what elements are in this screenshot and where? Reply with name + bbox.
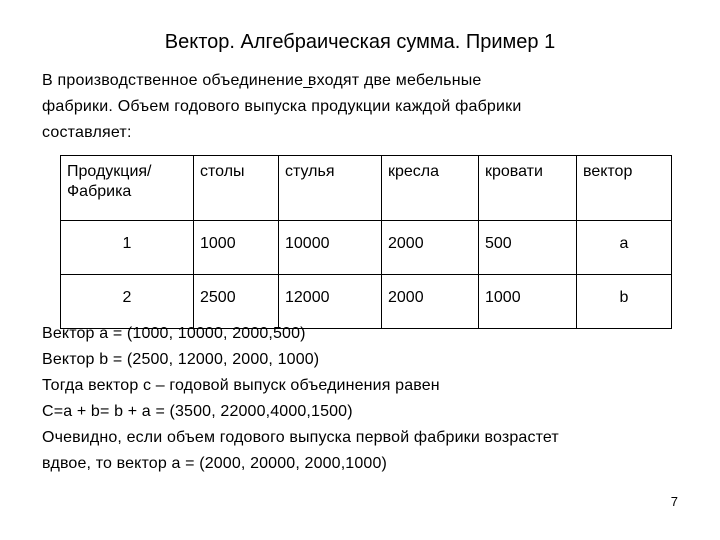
cell-chairs: 10000 [279, 221, 382, 275]
header-tables: столы [194, 156, 279, 221]
page-number: 7 [670, 494, 678, 509]
intro-paragraph [42, 68, 682, 146]
cell-tables: 2500 [194, 275, 279, 329]
intro-line: составляет: [42, 124, 132, 141]
header-chairs: стулья [279, 156, 382, 221]
intro-line: В производственное объединение ̲входят две мебельные [42, 72, 482, 89]
header-armchairs: кресла [382, 156, 479, 221]
cell-armchairs: 2000 [382, 221, 479, 275]
text-line: C=a + b= b + a = (3500, 22000,4000,1500) [42, 403, 353, 420]
header-product-factory [61, 156, 194, 221]
cell-beds: 500 [479, 221, 577, 275]
cell-tables: 1000 [194, 221, 279, 275]
text-line: Тогда вектор c – годовой выпуск объединения равен [42, 377, 440, 394]
cell-factory: 2 [61, 275, 194, 329]
table-row [61, 221, 672, 275]
header-vector: вектор [577, 156, 672, 221]
cell-beds: 1000 [479, 275, 577, 329]
cell-chairs: 12000 [279, 275, 382, 329]
cell-vector: a [577, 221, 672, 275]
table-header-row [61, 156, 672, 221]
header-beds: кровати [479, 156, 577, 221]
slide-title: Вектор. Алгебраическая сумма. Пример 1 [164, 31, 556, 53]
header-factory-label: Фабрика [67, 183, 132, 200]
intro-line: фабрики. Объем годового выпуска продукции каждой фабрики [42, 98, 522, 115]
cell-factory: 1 [61, 221, 194, 275]
text-line: Вектор b = (2500, 12000, 2000, 1000) [42, 351, 320, 368]
text-line: Вектор a = (1000, 10000, 2000,500) [42, 325, 306, 342]
cell-vector: b [577, 275, 672, 329]
cell-armchairs: 2000 [382, 275, 479, 329]
text-line: Очевидно, если объем годового выпуска первой фабрики возрастет [42, 429, 559, 446]
header-product-label: Продукция/ [67, 163, 152, 180]
text-line: вдвое, то вектор a = (2000, 20000, 2000,1000) [42, 455, 387, 472]
explanation-text [42, 321, 702, 477]
production-table [60, 155, 672, 329]
